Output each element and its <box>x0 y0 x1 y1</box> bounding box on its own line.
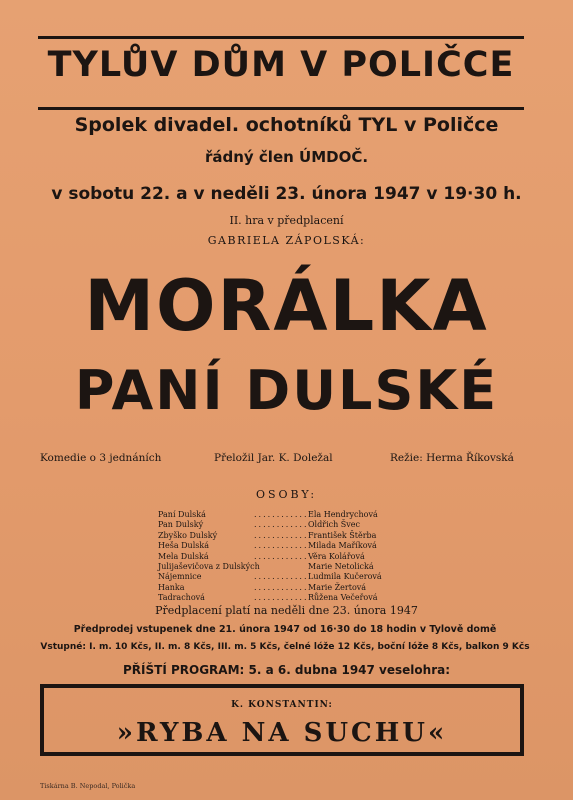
cast-dots: ............ <box>254 530 309 540</box>
cast-actor: Věra Kolářová <box>308 551 365 561</box>
cast-row <box>158 552 408 562</box>
next-play-author: K. KONSTANTIN: <box>231 700 333 710</box>
translator-text: Přeložil Jar. K. Doležal <box>214 452 333 464</box>
cast-dots: ............ <box>254 572 309 582</box>
ticket-prices: Vstupné: I. m. 10 Kčs, II. m. 8 Kčs, III. m. 5 Kčs, čelné lóže 12 Kčs, boční lóže 8 Kčs, balkon 9 Kčs <box>40 642 530 652</box>
cast-dots: ............ <box>254 520 309 530</box>
cast-actor: Růžena Večeřová <box>308 593 378 603</box>
cast-row <box>158 510 408 520</box>
cast-actor: Ela Hendrychová <box>308 510 378 519</box>
next-play-box <box>40 684 524 756</box>
cast-role: Paní Dulská <box>158 510 206 519</box>
next-program: PŘÍŠTÍ PROGRAM: 5. a 6. dubna 1947 veselohra: <box>122 663 451 677</box>
subscription-series: II. hra v předplacení <box>229 214 344 227</box>
printer-credit: Tiskárna B. Nepodal, Polička <box>40 782 136 790</box>
cast-role: Tadrachová <box>158 593 205 603</box>
cast-row <box>158 541 408 551</box>
cast-dots: ............ <box>254 510 309 519</box>
cast-role: Nájemnice <box>158 572 202 582</box>
play-title-line2: PANÍ DULSKÉ <box>74 359 499 422</box>
cast-actor: Milada Maříková <box>308 541 377 551</box>
cast-role: Julijaševičova z Dulských <box>158 561 260 571</box>
organizer-line: Spolek divadel. ochotníků TYL v Poličce <box>74 114 499 136</box>
cast-row <box>158 593 408 603</box>
cast-role: Zbyško Dulský <box>158 530 218 540</box>
cast-actor: Ludmila Kučerová <box>308 572 382 582</box>
cast-dots: ............ <box>254 541 309 551</box>
cast-dots: ............ <box>254 593 309 603</box>
subscription-note: Předplacení platí na neděli dne 23. února 1947 <box>155 604 418 617</box>
cast-actor: Oldřich Švec <box>308 520 361 530</box>
venue-title: TYLŮV DŮM V POLIČCE <box>47 45 515 85</box>
play-author: GABRIELA ZÁPOLSKÁ: <box>207 234 366 247</box>
cast-row <box>158 572 408 582</box>
cast-role: Mela Dulská <box>158 551 209 561</box>
cast-role: Pan Dulský <box>158 520 204 530</box>
performance-date: v sobotu 22. a v neděli 23. února 1947 v 19·30 h. <box>51 184 522 204</box>
venue-banner <box>38 36 524 110</box>
cast-actor: Marie Netolická <box>308 561 374 571</box>
cast-row <box>158 531 408 541</box>
cast-role: Hanka <box>158 582 185 592</box>
play-title-line1: MORÁLKA <box>84 265 489 347</box>
cast-row <box>158 520 408 530</box>
cast-heading: OSOBY: <box>255 488 318 501</box>
cast-list <box>158 510 408 604</box>
cast-role: Heša Dulská <box>158 541 209 551</box>
genre-text: Komedie o 3 jednáních <box>40 452 162 464</box>
cast-row <box>158 562 408 572</box>
membership-line: řádný člen ÚMDOČ. <box>204 148 369 166</box>
next-play-title: »RYBA NA SUCHU« <box>116 718 448 748</box>
presale-info: Předprodej vstupenek dne 21. února 1947 od 16·30 do 18 hodin v Tylově domě <box>73 624 497 635</box>
cast-row <box>158 583 408 593</box>
cast-dots: ............ <box>254 551 309 561</box>
cast-actor: Marie Žertová <box>308 582 367 592</box>
cast-actor: František Štěrba <box>308 530 377 540</box>
cast-dots: ............ <box>254 582 309 592</box>
director-text: Režie: Herma Říkovská <box>390 452 514 464</box>
